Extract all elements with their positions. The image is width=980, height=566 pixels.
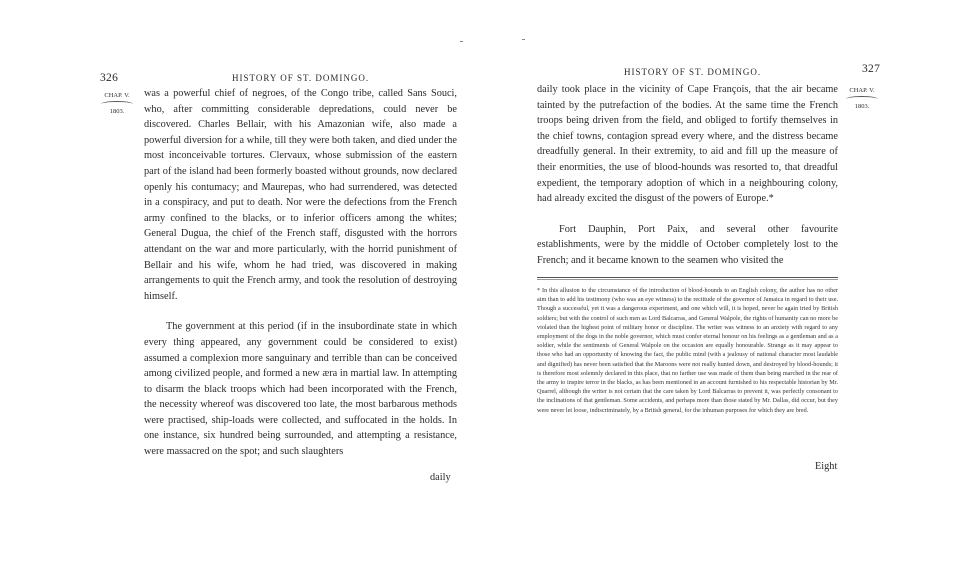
margin-chapter: CHAP. V.: [849, 87, 875, 94]
speck-mark: [522, 39, 525, 40]
body-text: [537, 82, 838, 269]
page-number: 327: [862, 63, 881, 75]
margin-chapter: CHAP. V.: [104, 92, 130, 99]
body-text: [144, 86, 457, 460]
footnote-rule: [537, 279, 838, 280]
paragraph: daily took place in the vicinity of Cape François, that the air became tainted by the putrefaction of the bodies. At the same time the French troops being driven from the field, and obliged to fortify themselves in the chief towns, contagion spread every where, and the distress became dreadfully general. In their extremity, to aid and fill up the measure of their enormities, the use of blood-hounds was resorted to, that dreadful expedient, the temporary adoption of which in a neighbouring colony, had already excited the disgust of the powers of Europe.*: [537, 84, 838, 205]
right-page: [490, 0, 980, 566]
running-head: HISTORY OF ST. DOMINGO.: [232, 73, 370, 83]
footnote-rule: [537, 277, 838, 278]
footnote: * In this allusion to the circumstance of the introduction of blood-hounds to an English colony, the author has no other aim than to add his testimony (who was an eye witness) to the rectitude of the governor of Jamaica in regard to their use. Though a successful, yet it was a dangerous experiment, and one which will, it is hoped, never be again tried by British soldiers; but with the control of such men as Lord Balcarras, and General Walpole, the rights of humanity can no more be violated than the highest point of military honor or discipline. The writer was witness to an anxiety with regard to any employment of the dogs in the noble governor, which must confer eternal honour on his feelings as a gentleman and as a soldier, while the sentiments of General Walpole on the occasion are equally honourable. Strange as it may appear to those who had an opportunity of knowing the fact, the public mind (with a jealousy of national character most laudable and dignified) has never been satisfied that the Maroons were not really hunted down, and destroyed by blood-hounds; it is therefore most solemnly declared in this place, that no farther use was made of them than being marched in the rear of the army to inspire terror in the blacks, as has been mentioned in an account furnished to his respectable historian by Mr. Quarrel, although the writer is not certain that the care taken by Lord Balcarras to prevent it, was perfectly consonant to the inclinations of that gentleman. Some accidents, and perhaps more than those stated by Mr. Dallas, did occur, but they were never let loose, indiscriminately, by a British general, for the inhuman purposes for which they are bred.: [537, 287, 838, 414]
margin-year: 1803.: [854, 103, 870, 110]
paragraph: The government at this period (if in the insubordinate state in which every thing appeared, any government could be considered to exist) assumed a complexion more sanguinary and terrible than can be conceived among civilized people, and formed a new æra in martial law. In attempting to disarm the black troops which had been incorporated with the French, the necessity whereof was discovered too late, the most barbarous methods were practised, ship-loads were collected, and suffocated in the holds. In one instance, six hundred being surrounded, and attempting a resistance, were massacred on the spot; and such slaughters: [144, 321, 457, 458]
brace-icon: [846, 96, 878, 102]
margin-year: 1803.: [109, 108, 125, 115]
running-head: HISTORY OF ST. DOMINGO.: [624, 67, 762, 77]
margin-note: [842, 86, 882, 111]
speck-mark: [460, 41, 463, 42]
paragraph: Fort Dauphin, Port Paix, and several other favourite establishments, were by the middle of October completely lost to the French; and it became known to the seamen who visited the: [537, 223, 838, 266]
brace-icon: [101, 101, 133, 107]
paragraph: was a powerful chief of negroes, of the Congo tribe, called Sans Souci, who, after committing considerable depredations, could never be discovered. Charles Bellair, with his Amazonian wife, also made a powerful diversion for a while, till they were both taken, and died under the most inconceivable tortures. Clervaux, whose submission of the eastern part of the island had been formerly boasted without grounds, now declared openly his contumacy; and Maurepas, who had surrendered, was detected in a conspiracy, and put to death. Nor were the defections from the French army confined to the blacks, or to inferior officers among the whites; General Dugua, the chief of the French staff, disgusted with the horrors attendant on the war and more particularly, with the horrid punishment of Bellair and his wife, whom he had tried, was discovered in making arrangements to quit the French army, and took the resolution of destroying himself.: [144, 88, 457, 302]
catchword: daily: [430, 472, 451, 483]
margin-note: [97, 91, 137, 116]
page-number: 326: [100, 72, 119, 84]
catchword: Eight: [815, 461, 838, 472]
